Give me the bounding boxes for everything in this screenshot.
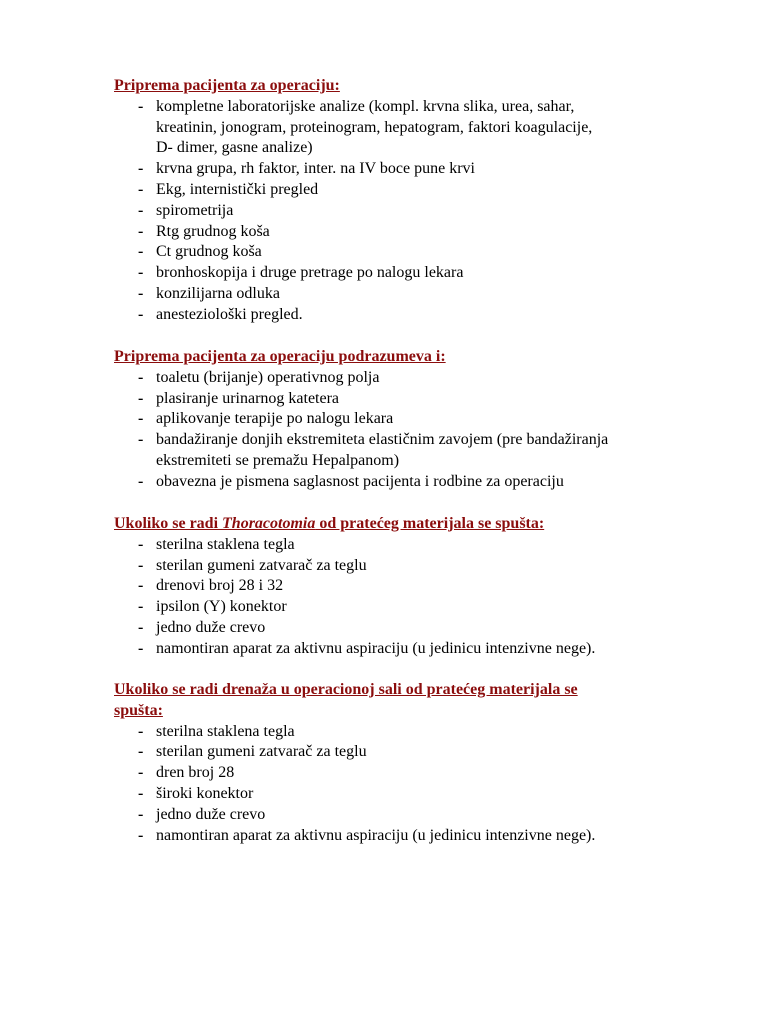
bullet-dash: -: [138, 639, 144, 657]
list-item: - krvna grupa, rh faktor, inter. na IV boce pune krvi: [114, 159, 674, 180]
bullet-dash: -: [138, 743, 144, 761]
list-item: - namontiran aparat za aktivnu aspiraciju (u jedinicu intenzivne nege).: [114, 826, 674, 847]
bullet-dash: -: [138, 368, 144, 386]
item-list: [114, 97, 674, 326]
list-item: - konzilijarna odluka: [114, 284, 674, 305]
list-item: - bronhoskopija i druge pretrage po nalogu lekara: [114, 263, 674, 284]
bullet-dash: -: [138, 243, 144, 261]
bullet-dash: -: [138, 598, 144, 616]
list-item: - sterilan gumeni zatvarač za teglu: [114, 556, 674, 577]
bullet-dash: -: [138, 722, 144, 740]
bullet-dash: -: [138, 472, 144, 490]
list-item: - aplikovanje terapije po nalogu lekara: [114, 409, 674, 430]
section-thoracotomia: [114, 514, 674, 660]
bullet-dash: -: [138, 410, 144, 428]
section-drenaza: [114, 680, 674, 846]
bullet-dash: -: [138, 805, 144, 823]
bullet-dash: -: [138, 305, 144, 323]
bullet-dash: -: [138, 784, 144, 802]
bullet-dash: -: [138, 180, 144, 198]
list-item: - sterilna staklena tegla: [114, 535, 674, 556]
list-item: - spirometrija: [114, 201, 674, 222]
bullet-dash: -: [138, 97, 144, 115]
bullet-dash: -: [138, 431, 144, 449]
bullet-dash: -: [138, 389, 144, 407]
bullet-dash: -: [138, 618, 144, 636]
list-item: - anesteziološki pregled.: [114, 305, 674, 326]
list-item: - jedno duže crevo: [114, 805, 674, 826]
list-item: - sterilan gumeni zatvarač za teglu: [114, 742, 674, 763]
bullet-dash: -: [138, 535, 144, 553]
list-item: - plasiranje urinarnog katetera: [114, 389, 674, 410]
bullet-dash: -: [138, 826, 144, 844]
bullet-dash: -: [138, 264, 144, 282]
list-item: - ipsilon (Y) konektor: [114, 597, 674, 618]
list-item: - Ekg, internistički pregled: [114, 180, 674, 201]
list-item: - dren broj 28: [114, 763, 674, 784]
list-item: - široki konektor: [114, 784, 674, 805]
item-list: [114, 535, 674, 660]
item-list: [114, 722, 674, 847]
bullet-dash: -: [138, 201, 144, 219]
list-item: - sterilna staklena tegla: [114, 722, 674, 743]
section-heading: Ukoliko se radi drenaža u operacionoj sali od pratećeg materijala se spušta:: [114, 681, 578, 719]
heading-text: Priprema pacijenta za operaciju podrazumeva i:: [114, 348, 446, 365]
bullet-dash: -: [138, 764, 144, 782]
heading-text: Priprema pacijenta za operaciju:: [114, 77, 340, 94]
section-heading: Ukoliko se radi Thoracotomia od pratećeg materijala se spušta:: [114, 515, 545, 532]
list-item: - drenovi broj 28 i 32: [114, 576, 674, 597]
section-heading: [114, 76, 674, 97]
bullet-dash: -: [138, 556, 144, 574]
list-item: - bandažiranje donjih ekstremiteta elastičnim zavojem (pre bandažiranja ekstremiteti se premažu Hepalpanom): [138, 431, 609, 469]
section-priprema-podrazumeva: [114, 347, 674, 493]
bullet-dash: -: [138, 222, 144, 240]
list-item: - namontiran aparat za aktivnu aspiraciju (u jedinicu intenzivne nege).: [114, 639, 674, 660]
section-heading: [114, 347, 674, 368]
section-priprema-pacijenta: [114, 76, 674, 326]
list-item: - Ct grudnog koša: [114, 242, 674, 263]
heading-italic-term: Thoracotomia: [222, 515, 316, 532]
list-item: - jedno duže crevo: [114, 618, 674, 639]
list-item: - toaletu (brijanje) operativnog polja: [114, 368, 674, 389]
bullet-dash: -: [138, 284, 144, 302]
list-item: - kompletne laboratorijske analize (kompl. krvna slika, urea, sahar, kreatinin, jonogram, proteinogram, hepatogram, faktori koagulacije, D- dimer, gasne analize): [138, 97, 593, 157]
bullet-dash: -: [138, 577, 144, 595]
list-item: - obavezna je pismena saglasnost pacijenta i rodbine za operaciju: [114, 472, 674, 493]
list-item: - Rtg grudnog koša: [114, 222, 674, 243]
item-list: [114, 368, 674, 493]
bullet-dash: -: [138, 160, 144, 178]
